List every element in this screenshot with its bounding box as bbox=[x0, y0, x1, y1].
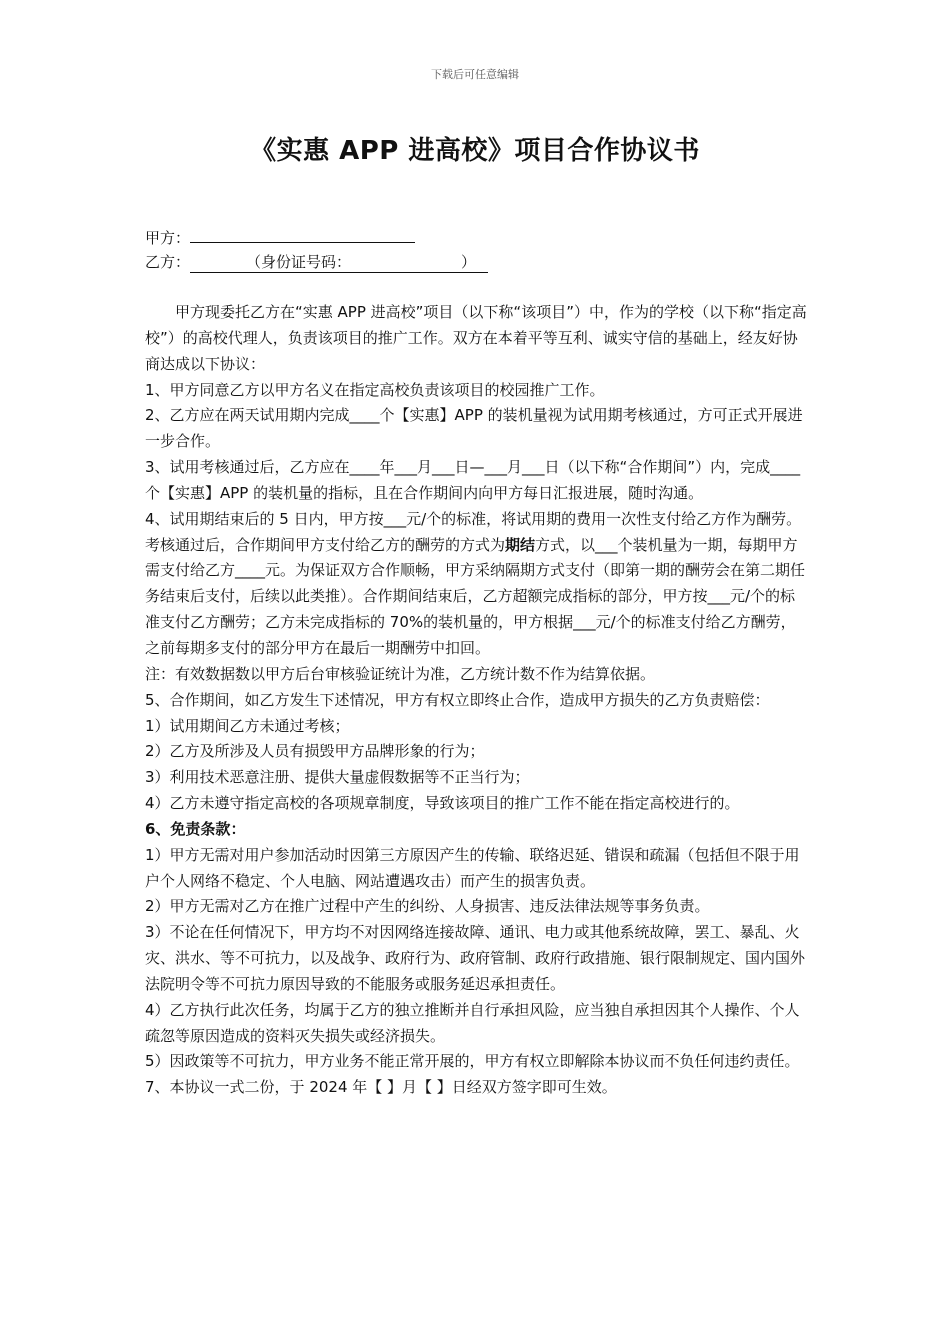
clause-6-item-2: 2）甲方无需对乙方在推广过程中产生的纠纷、人身损害、违反法律法规等事务负责。 bbox=[145, 897, 710, 916]
id-number-close: ） bbox=[461, 253, 477, 271]
clause-7: 7、本协议一式二份，于 2024 年【 】月【 】日经双方签字即可生效。 bbox=[145, 1078, 617, 1097]
party-b-id-blank bbox=[190, 252, 488, 273]
clause-4-part-b: 方式，以___个装机量为一期，每期甲方需支付给乙方____元。为保证双方合作顺畅，甲方采纳隔期方式支付（即第一期的酬劳会在第二期任务结束后支付，后续以此类推）。合作期间结束后，乙方超额完成指标的部分，甲方按___元/个的标准支付乙方酬劳；乙方未完成指标的 70%的装机量的，甲方根据___元/个的标准支付给乙方酬劳，之前每期多支付的部分甲方在最后一期酬劳中扣回。 bbox=[145, 535, 806, 657]
clause-4-bold: 期结 bbox=[505, 535, 536, 554]
clause-1: 1、甲方同意乙方以甲方名义在指定高校负责该项目的校园推广工作。 bbox=[145, 380, 605, 399]
agreement-body bbox=[145, 300, 808, 1101]
clause-6-item-4: 4）乙方执行此次任务，均属于乙方的独立推断并自行承担风险，应当独自承担因其个人操作、个人疏忽等原因造成的资料灭失损失或经济损失。 bbox=[145, 1000, 800, 1045]
note-paragraph: 注：有效数据数以甲方后台审核验证统计为准，乙方统计数不作为结算依据。 bbox=[145, 664, 656, 683]
party-a-blank bbox=[190, 225, 415, 243]
clause-5-item-1: 1）试用期间乙方未通过考核； bbox=[145, 716, 350, 735]
party-a-label: 甲方： bbox=[145, 229, 191, 247]
intro-paragraph: 甲方现委托乙方在“实惠 APP 进高校”项目（以下称“该项目”）中，作为的学校（以下称“指定高校”）的高校代理人，负责该项目的推广工作。双方在本着平等互利、诚实守信的基础上，经友好协商达成以下协议： bbox=[145, 303, 807, 373]
clause-6-item-3: 3）不论在任何情况下，甲方均不对因网络连接故障、通讯、电力或其他系统故障，罢工、暴乱、火灾、洪水、等不可抗力，以及战争、政府行为、政府管制、政府行政措施、银行限制规定、国内国外法院明令等不可抗力原因导致的不能服务或服务延迟承担责任。 bbox=[145, 923, 806, 993]
party-a-row bbox=[145, 225, 415, 250]
header-note: 下载后可任意编辑 bbox=[431, 68, 519, 81]
clause-6-heading: 6、免责条款： bbox=[145, 819, 246, 838]
page-title: 《实惠 APP 进高校》项目合作协议书 bbox=[250, 136, 700, 166]
party-b-row bbox=[145, 250, 488, 274]
party-b-label: 乙方： bbox=[145, 253, 191, 271]
clause-5-item-3: 3）利用技术恶意注册、提供大量虚假数据等不正当行为； bbox=[145, 768, 530, 787]
clause-4-part-a: 4、试用期结束后的 5 日内，甲方按___元/个的标准，将试用期的费用一次性支付给乙方作为酬劳。考核通过后，合作期间甲方支付给乙方的酬劳的方式为 bbox=[145, 509, 802, 554]
clause-3: 3、试用考核通过后，乙方应在____年___月___日—___月___日（以下称“合作期间”）内，完成____个【实惠】APP 的装机量的指标，且在合作期间内向甲方每日汇报进展，随时沟通。 bbox=[145, 458, 801, 502]
clause-6-item-5: 5）因政策等不可抗力，甲方业务不能正常开展的，甲方有权立即解除本协议而不负任何违约责任。 bbox=[145, 1052, 800, 1071]
clause-5: 5、合作期间，如乙方发生下述情况，甲方有权立即终止合作，造成甲方损失的乙方负责赔偿： bbox=[145, 690, 770, 709]
clause-5-item-4: 4）乙方未遵守指定高校的各项规章制度，导致该项目的推广工作不能在指定高校进行的。 bbox=[145, 794, 740, 813]
clause-5-item-2: 2）乙方及所涉及人员有损毁甲方品牌形象的行为； bbox=[145, 742, 485, 761]
clause-2: 2、乙方应在两天试用期内完成____个【实惠】APP 的装机量视为试用期考核通过，方可正式开展进一步合作。 bbox=[145, 406, 803, 451]
clause-6-item-1: 1）甲方无需对用户参加活动时因第三方原因产生的传输、联络迟延、错误和疏漏（包括但不限于用户个人网络不稳定、个人电脑、网站遭遇攻击）而产生的损害负责。 bbox=[145, 845, 800, 890]
id-number-open: （身份证号码： bbox=[246, 253, 352, 271]
clause-4 bbox=[145, 507, 808, 662]
